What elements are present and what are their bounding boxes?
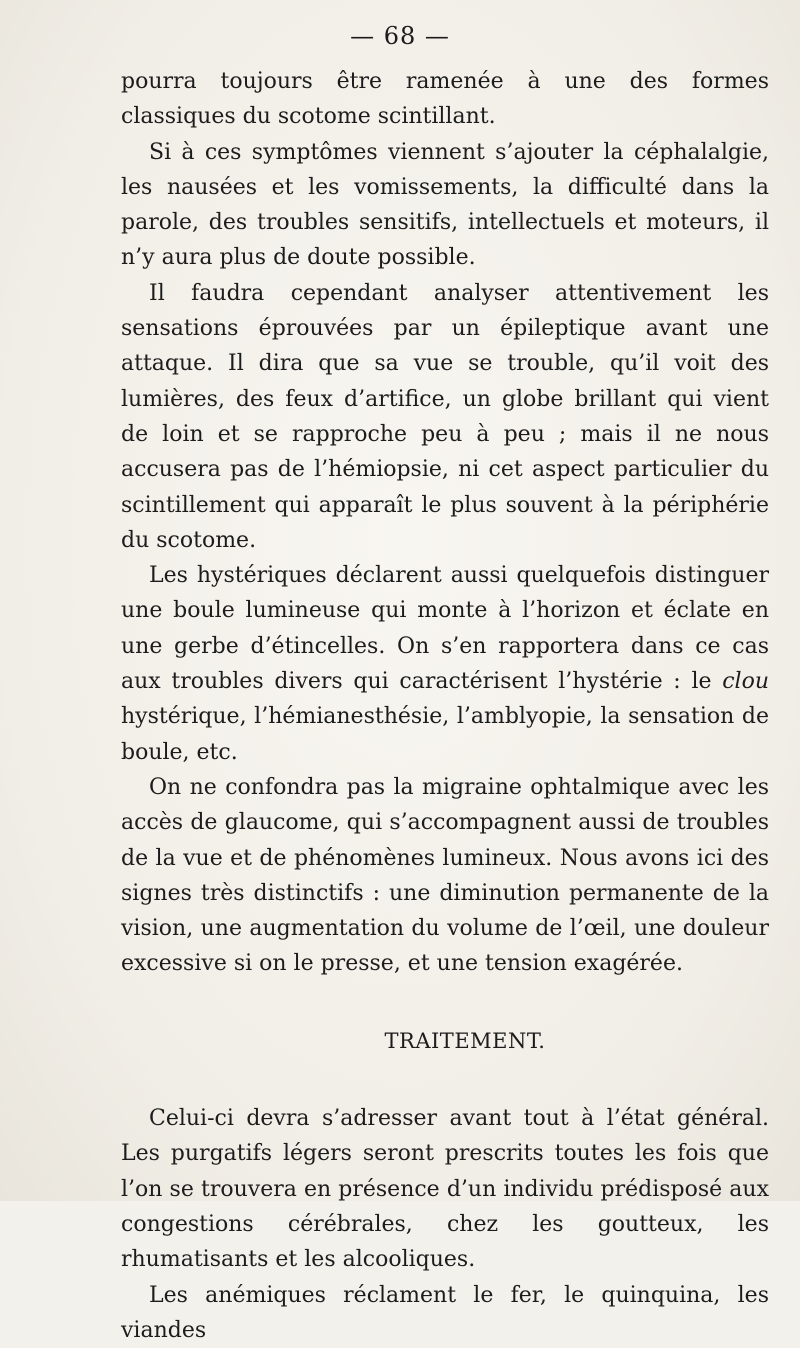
paragraph: Si à ces symptômes viennent s’ajouter la céphalalgie, les nausées et les vomissements, la difficulté dans la parole, des troubles sensitifs, intellectuels et moteurs, il n’y aura plus de doute possible. [121, 135, 769, 276]
italic-term: clou [722, 669, 769, 694]
page-number: — 68 — [0, 22, 800, 50]
page-body [121, 64, 769, 1348]
paragraph-continued: pourra toujours être ramenée à une des formes classiques du scotome scintillant. [121, 64, 769, 135]
paragraph-hysteria [121, 558, 769, 770]
paragraph-text: hystérique, l’hémianesthésie, l’amblyopie, la sensation de boule, etc. [121, 704, 769, 764]
section-heading: TRAITEMENT. [121, 1024, 769, 1059]
paragraph: Il faudra cependant analyser attentivement les sensations éprouvées par un épileptique avant une attaque. Il dira que sa vue se trouble, qu’il voit des lumières, des feux d’artifice, un globe brillant qui vient de loin et se rapproche peu à peu ; mais il ne nous accusera pas de l’hémiopsie, ni cet aspect particulier du scintillement qui apparaît le plus souvent à la périphérie du scotome. [121, 276, 769, 558]
paragraph-truncated: Les anémiques réclament le fer, le quinquina, les viandes [121, 1278, 769, 1348]
paragraph: Celui-ci devra s’adresser avant tout à l’état général. Les purgatifs légers seront prescrits toutes les fois que l’on se trouvera en présence d’un individu prédisposé aux congestions cérébrales, chez les goutteux, les rhumatisants et les alcooliques. [121, 1101, 769, 1277]
paragraph: On ne confondra pas la migraine ophtalmique avec les accès de glaucome, qui s’accompagnent aussi de troubles de la vue et de phénomènes lumineux. Nous avons ici des signes très distinctifs : une diminution permanente de la vision, une augmentation du volume de l’œil, une douleur excessive si on le presse, et une tension exagérée. [121, 770, 769, 982]
paragraph-text: Les hystériques déclarent aussi quelquefois distinguer une boule lumineuse qui monte à l’horizon et éclate en une gerbe d’étincelles. On s’en rapportera dans ce cas aux troubles divers qui caractérisent l’hystérie : le [121, 563, 769, 694]
